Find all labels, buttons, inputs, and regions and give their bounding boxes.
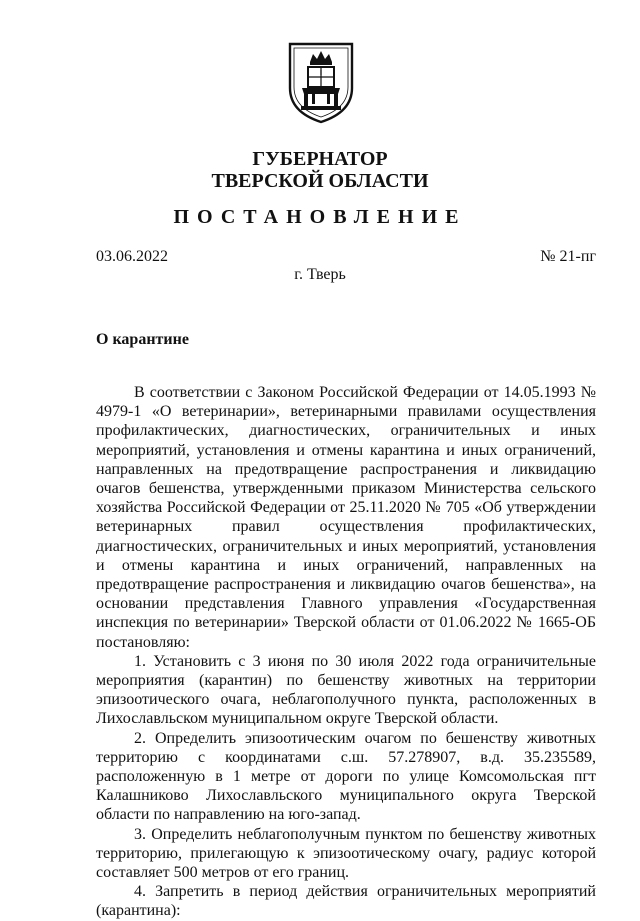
document-body bbox=[96, 383, 596, 921]
list-item: 3. Определить неблагополучным пунктом по бешенству животных территорию, прилегающую к эпизоотическому очагу, радиус которой составляет 500 метров от его границ. bbox=[96, 825, 596, 882]
list-item: 2. Определить эпизоотическим очагом по бешенству животных территорию с координатами с.ш. 57.278907, в.д. 35.235589, расположенную в 1 метре от дороги по улице Комсомольская пгт Калашниково Лихославльского муниципального округа Тверской области по направлению на юго-запад. bbox=[96, 729, 596, 824]
document-type: ПОСТАНОВЛЕНИЕ bbox=[173, 206, 467, 228]
coat-of-arms-icon bbox=[286, 40, 356, 124]
document-date: 03.06.2022 bbox=[96, 248, 168, 265]
intro-paragraph: В соответствии с Законом Российской Федерации от 14.05.1993 № 4979-1 «О ветеринарии», ветеринарными правилами осуществления профилактических, диагностических, ограничительных и иных мероприятий, установления и отмены карантина и иных ограничений, направленных на предотвращение распространения и ликвидацию очагов бешенства, утвержденными приказом Министерства сельского хозяйства Российской Федерации от 25.11.2020 № 705 «Об утверждении ветеринарных правил осуществления профилактических, диагностических, ограничительных и иных мероприятий, установления и отмены карантина и иных ограничений, направленных на предотвращение распространения и ликвидацию очагов бешенства», на основании представления Главного управления «Государственная инспекция по ветеринарии» Тверской области от 01.06.2022 № 1665-ОБ постановляю: bbox=[96, 384, 596, 651]
document-subject: О карантине bbox=[96, 331, 189, 348]
page-subtitle: ТВЕРСКОЙ ОБЛАСТИ bbox=[211, 170, 429, 192]
page-title: ГУБЕРНАТОР bbox=[252, 148, 388, 170]
document-number: № 21-пг bbox=[540, 248, 596, 265]
document-city: г. Тверь bbox=[294, 266, 346, 283]
list-item: 4. Запретить в период действия ограничительных мероприятий (карантина): bbox=[96, 883, 596, 920]
list-item: 1. Установить с 3 июня по 30 июля 2022 года ограничительные мероприятия (карантин) по бешенству животных на территории эпизоотического очага, неблагополучного пункта, расположенных в Лихославльском муниципальном округе Тверской области. bbox=[96, 652, 596, 728]
